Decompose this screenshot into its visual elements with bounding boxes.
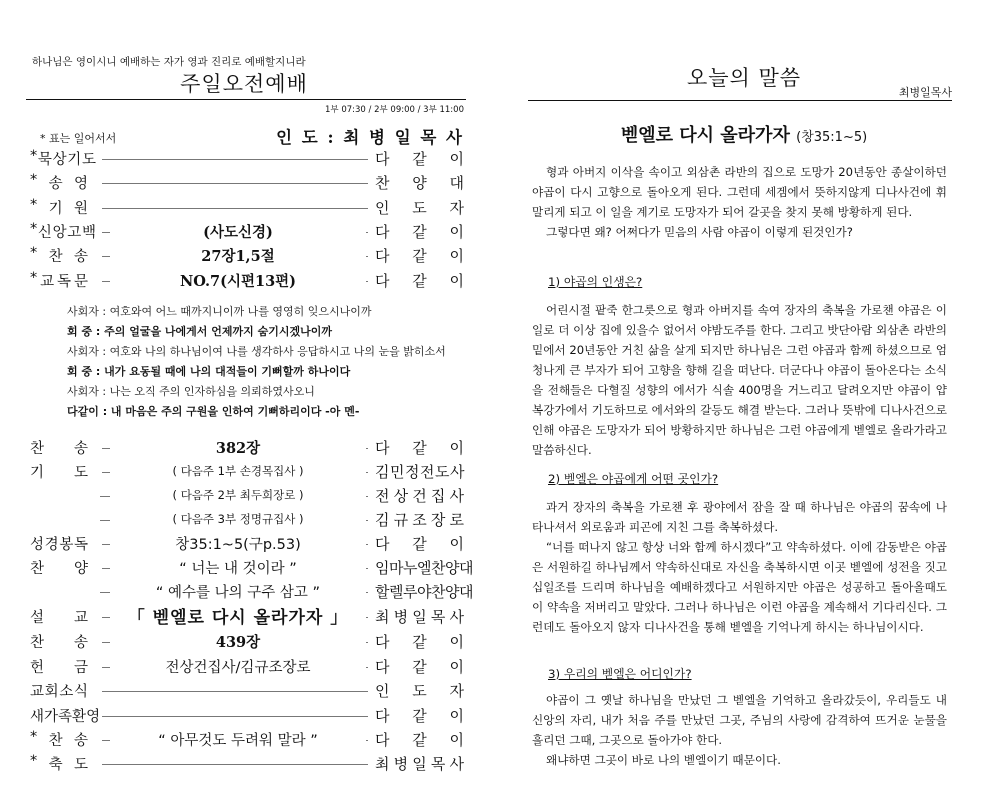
section-paragraph-3 (532, 690, 947, 770)
glyph: * (30, 245, 38, 262)
glyph: 성 (30, 537, 45, 553)
glyph: 루 (403, 583, 417, 601)
glyph: 도 (81, 152, 96, 168)
order-row-detail: 「 벧엘로 다시 올라가자 」 (110, 603, 366, 628)
order-row-person (375, 705, 464, 726)
glyph: 목 (430, 608, 446, 626)
order-row-person (375, 437, 464, 458)
page-title: 주일오전예배 (180, 72, 308, 96)
order-row (30, 705, 464, 727)
glyph: 다 (375, 633, 390, 651)
glyph: 앙 (52, 224, 67, 241)
glyph: 찬 (48, 249, 63, 266)
glyph: 대 (449, 174, 464, 193)
glyph: 최 (375, 755, 390, 773)
glyph: 기 (48, 200, 63, 217)
glyph: 마 (389, 559, 403, 577)
leader-label: 인 도 : 최 병 일 목 사 (276, 128, 464, 147)
order-row-label (30, 606, 88, 627)
leader-dots (102, 716, 368, 717)
glyph: 교 (40, 273, 55, 290)
glyph: 이 (449, 247, 464, 266)
glyph: 찬 (30, 441, 45, 457)
service-times: 1부 07:30 / 2부 09:00 / 3부 11:00 (325, 105, 464, 115)
glyph: 최 (375, 608, 390, 626)
order-row-person (375, 485, 464, 506)
header-verse: 하나님은 영이시니 예배하는 자가 영과 진리로 예배할지니라 (32, 56, 306, 68)
order-row-detail: ( 다음주 1부 손경목집사 ) (110, 463, 366, 479)
order-row-label (30, 197, 88, 218)
glyph: 김 (375, 511, 390, 529)
glyph: 이 (449, 222, 464, 241)
order-row (30, 753, 464, 775)
leader-dots (102, 208, 368, 209)
order-row-detail: NO.7(시편13편) (110, 270, 366, 291)
section-text-2b: “너를 떠나지 않고 항상 너와 함께 하시겠다”고 약속하셨다. 이에 감동받은 야곱은 서원하길 하나님께서 약속하신대로 자신을 축복하시면 이곳 벧엘에 성전을 짓고 십일조를 드리며 하나님을 예배하겠다고 서원하지만 야곱은 성공하고 돌아올때도 이 약속을 저버리고 말았다. 그러나 하나님은 이런 야곱을 계속해서 기다리신다. 그런데도 돌아오지 않자 디나사건을 통해 벧엘을 기억나게 하시는 하나님이시다. (532, 540, 947, 634)
order-row-person (375, 461, 464, 482)
order-row-detail: 전상건집사/김규조장로 (110, 656, 366, 677)
order-row (30, 729, 464, 751)
leader-dots (102, 159, 368, 160)
glyph: 신 (37, 224, 52, 241)
glyph: 찬 (375, 174, 390, 193)
glyph: 규 (393, 511, 409, 529)
glyph: 다 (375, 271, 390, 290)
glyph: 도 (412, 198, 427, 217)
glyph: 이 (449, 731, 464, 749)
glyph: 집 (430, 487, 446, 505)
glyph: 같 (412, 247, 427, 266)
intro-text-1: 형과 아버지 이삭을 속이고 외삼촌 라반의 집으로 도망가 20년동안 종살이하던 야곱이 다시 고향으로 돌아오게 된다. 그런데 세겜에서 뜻하지않게 디나사건에 휘말리게 되고 이 일을 계기로 도망자가 되어 갈곳을 찾지 못해 방황하게 된다. (532, 165, 947, 219)
order-row (30, 533, 464, 555)
order-row (30, 680, 464, 702)
glyph: 고 (67, 224, 82, 241)
glyph: 양 (445, 559, 459, 577)
order-row-person (375, 172, 464, 193)
order-row-person (375, 270, 464, 291)
order-row (30, 557, 473, 579)
glyph: 금 (73, 660, 88, 676)
glyph: 이 (449, 271, 464, 290)
glyph: 병 (393, 755, 409, 773)
responsive-line: 사회자 : 나는 오직 주의 인자하심을 의뢰하였사오니 (67, 385, 315, 398)
section-paragraph-1 (532, 300, 947, 460)
glyph: 새 (30, 709, 45, 725)
order-row-person (375, 753, 464, 774)
sermon-panel-title: 오늘의 말씀 (686, 66, 802, 90)
glyph: 독 (73, 537, 88, 553)
glyph: 인 (375, 198, 390, 217)
glyph: 묵 (37, 152, 52, 168)
order-row (30, 581, 473, 603)
glyph: 정 (405, 463, 419, 481)
order-row-person (375, 509, 464, 530)
glyph: 대 (459, 583, 473, 601)
glyph: 양 (73, 561, 88, 577)
order-row-person (375, 680, 464, 701)
glyph: 송 (73, 249, 88, 266)
section-text-2a: 과거 장자의 축복을 가로챈 후 광야에서 잠을 잘 때 하나님은 야곱의 꿈속에 나타나셔서 외로움과 피곤에 지친 그를 축복하셨다. (532, 500, 947, 534)
glyph: 로 (449, 511, 464, 529)
intro-text-2: 그렇다면 왜? 어쩌다가 믿음의 사람 야곱이 이렇게 된것인가? (546, 225, 853, 239)
section-paragraph-2 (532, 497, 947, 637)
order-row-detail: “ 아무것도 두려워 말라 ” (110, 729, 366, 750)
glyph: 이 (449, 658, 464, 676)
order-row-detail: ( 다음주 3부 정명규집사 ) (110, 511, 366, 527)
order-row-person (375, 581, 473, 602)
order-row-label (30, 729, 88, 750)
glyph: * (30, 220, 38, 237)
glyph: 다 (375, 439, 390, 457)
glyph: 인 (375, 682, 390, 700)
order-row-label (30, 461, 88, 482)
glyph: 백 (81, 224, 96, 241)
glyph: 사 (449, 487, 464, 505)
glyph: 문 (73, 273, 88, 290)
glyph: 찬 (30, 561, 45, 577)
order-row (30, 172, 464, 194)
order-row-label (30, 705, 101, 726)
glyph: 전 (375, 487, 390, 505)
order-row-person (375, 221, 464, 242)
glyph: 일 (412, 608, 427, 626)
glyph: * (30, 729, 38, 745)
order-row-detail: 439장 (110, 631, 366, 652)
glyph: 찬 (431, 583, 445, 601)
order-row-label (30, 656, 88, 677)
glyph: 야 (417, 583, 431, 601)
sermon-panel (496, 0, 992, 805)
glyph: 도 (435, 463, 449, 481)
order-row (30, 245, 464, 267)
glyph: 설 (30, 610, 45, 626)
order-row-person (375, 729, 464, 750)
glyph: 누 (403, 559, 417, 577)
glyph: * (30, 172, 38, 189)
glyph: 사 (450, 463, 464, 481)
order-row-label (30, 631, 88, 652)
order-row-label (30, 148, 96, 169)
order-row-label (30, 172, 88, 193)
glyph: 렐 (389, 583, 403, 601)
glyph: 족 (58, 709, 73, 725)
order-row-label (30, 437, 88, 458)
leader-dots (102, 183, 368, 184)
glyph: 소 (59, 684, 74, 700)
responsive-line: 회 중 : 주의 얼굴을 나에게서 언제까지 숨기시겠나이까 (67, 325, 332, 338)
order-row (30, 221, 464, 243)
glyph: 민 (390, 463, 404, 481)
leader-dots (102, 764, 368, 765)
glyph: 엘 (417, 559, 431, 577)
glyph: 헌 (30, 660, 45, 676)
order-row-detail: ( 다음주 2부 최두희장로 ) (110, 487, 366, 503)
glyph: 다 (375, 535, 390, 553)
intro-paragraph (532, 162, 947, 242)
order-row (30, 148, 464, 170)
responsive-line: 회 중 : 내가 요동될 때에 나의 대적들이 기뻐할까 하나이다 (67, 365, 351, 378)
order-row-person (375, 533, 464, 554)
glyph: 축 (48, 757, 63, 773)
order-row-label (30, 245, 88, 266)
glyph: 봉 (59, 537, 74, 553)
order-row-detail: (사도신경) (110, 221, 366, 242)
order-row (30, 485, 464, 507)
glyph: 영 (86, 709, 101, 725)
order-row (30, 656, 464, 678)
order-row-person (375, 631, 464, 652)
glyph: 사 (449, 608, 464, 626)
glyph: 교 (73, 610, 88, 626)
glyph: 찬 (30, 635, 45, 651)
glyph: 같 (412, 271, 427, 290)
glyph: 송 (73, 441, 88, 457)
glyph: 교 (30, 684, 45, 700)
glyph: 같 (412, 731, 427, 749)
glyph: 다 (375, 731, 390, 749)
glyph: * (30, 753, 38, 769)
glyph: 경 (44, 537, 59, 553)
glyph: 이 (449, 150, 464, 168)
order-row-person (375, 148, 464, 169)
glyph: 할 (375, 583, 389, 601)
order-row (30, 197, 464, 219)
glyph: 같 (412, 658, 427, 676)
glyph: 같 (412, 222, 427, 241)
glyph: 상 (393, 487, 409, 505)
glyph: 회 (44, 684, 59, 700)
glyph: 병 (393, 608, 409, 626)
glyph: 기 (30, 465, 45, 481)
glyph: 다 (375, 247, 390, 266)
glyph: 가 (44, 709, 59, 725)
sermon-title-text: 벧엘로 다시 올라가자 (620, 125, 790, 146)
order-row-person (375, 197, 464, 218)
title-divider (26, 99, 466, 100)
glyph: 같 (412, 707, 427, 725)
section-heading-2: 2) 벧엘은 야곱에게 어떤 곳인가? (548, 472, 719, 486)
glyph: 영 (73, 176, 88, 193)
standing-note: * 표는 일어서서 (40, 132, 117, 145)
sermon-author: 최병일목사 (898, 86, 952, 99)
glyph: 김 (375, 463, 389, 481)
glyph: 사 (449, 755, 464, 773)
glyph: 자 (449, 198, 464, 217)
glyph: 다 (375, 658, 390, 676)
glyph: 목 (430, 755, 446, 773)
order-row (30, 270, 464, 292)
glyph: 다 (375, 222, 390, 241)
glyph: 조 (412, 511, 427, 529)
order-row-detail: 27장1,5절 (110, 245, 366, 266)
glyph: * (30, 148, 38, 164)
glyph: 송 (73, 635, 88, 651)
glyph: 이 (449, 535, 464, 553)
order-row (30, 461, 464, 483)
glyph: 자 (449, 682, 464, 700)
responsive-line: 다같이 : 내 마음은 주의 구원을 인하여 기뻐하리이다 -아 멘- (67, 405, 360, 418)
glyph: 이 (449, 707, 464, 725)
order-row (30, 606, 464, 628)
glyph: 양 (445, 583, 459, 601)
order-row-label (30, 680, 88, 701)
glyph: 일 (412, 755, 427, 773)
order-row-detail: 382장 (110, 437, 366, 458)
leader-dots (102, 691, 368, 692)
sermon-reference: (창35:1~5) (796, 130, 868, 145)
order-row-label (30, 533, 88, 554)
order-row (30, 437, 464, 459)
order-row-detail: 창35:1~5(구p.53) (110, 533, 366, 554)
order-row-person (375, 656, 464, 677)
glyph: 전 (420, 463, 434, 481)
glyph: 같 (412, 633, 427, 651)
glyph: 같 (412, 439, 427, 457)
glyph: 도 (73, 465, 88, 481)
order-row-label (30, 221, 96, 242)
glyph: 양 (412, 174, 427, 193)
order-row-person (375, 245, 464, 266)
glyph: 장 (430, 511, 446, 529)
glyph: 식 (73, 684, 88, 700)
order-row-person (375, 557, 473, 578)
glyph: 찬 (431, 559, 445, 577)
sermon-divider (528, 100, 952, 101)
glyph: 이 (449, 633, 464, 651)
order-row-label (30, 557, 88, 578)
glyph: * (30, 196, 38, 213)
section-text-1: 어린시절 팥죽 한그릇으로 형과 아버지를 속여 장자의 축복을 가로챈 야곱은 이 일로 더 이상 집에 있을수 없어서 야밤도주를 한다. 그리고 밧단아람 외삼촌 라반의 밑에서 20년동안 거친 삶을 살게 되지만 하나님은 그런 야곱과 함께 하셨으므로 엄청나게 큰 부자가 되어 고향을 향해 길을 떠난다. 더군다나 야곱이 돌아온다는 소식을 전해들은 다혈질 성향의 에서가 식솔 400명을 거느리고 달려오지만 야곱이 얍복강가에서 기도하므로 에서와의 갈등도 해결 받는다. 그러나 뜻밖에 디나사건으로 인해 야곱은 도망자가 되어 방황하지만 하나님은 그런 야곱에게 벧엘로 올라가라고 말씀하신다. (532, 303, 947, 457)
order-row-detail: “ 예수를 나의 구주 삼고 ” (110, 581, 366, 602)
section-text-3a: 야곱이 그 옛날 하나님을 만났던 그 벧엘을 기억하고 올라갔듯이, 우리들도 내 신앙의 자리, 내가 처음 주를 만났던 그곳, 주님의 사랑에 감격하여 뜨거운 눈물을 흘리던 그때, 그곳으로 돌아가야 한다. (532, 693, 947, 747)
glyph: 환 (72, 709, 87, 725)
glyph: 원 (73, 200, 88, 217)
glyph: 도 (73, 757, 88, 773)
order-row-label (30, 753, 88, 774)
glyph: 송 (73, 733, 88, 749)
glyph: 임 (375, 559, 389, 577)
glyph: 독 (57, 273, 72, 290)
responsive-line: 사회자 : 여호와 나의 하나님이여 나를 생각하사 응답하시고 나의 눈을 밝히소서 (67, 345, 446, 358)
order-row-detail: “ 너는 내 것이라 ” (110, 557, 366, 578)
order-row-label (30, 270, 88, 291)
responsive-line: 사회자 : 여호와여 어느 때까지니이까 나를 영영히 잊으시나이까 (67, 305, 372, 318)
glyph: 이 (449, 439, 464, 457)
section-heading-3: 3) 우리의 벧엘은 어디인가? (548, 667, 692, 681)
section-text-3b: 왜냐하면 그곳이 바로 나의 벧엘이기 때문이다. (546, 753, 781, 767)
glyph: 도 (412, 682, 427, 700)
glyph: 같 (412, 150, 427, 168)
order-row (30, 631, 464, 653)
glyph: 상 (52, 152, 67, 168)
sermon-title (496, 121, 992, 147)
glyph: 찬 (48, 733, 63, 749)
glyph: * (30, 269, 38, 286)
glyph: 대 (459, 559, 473, 577)
section-heading-1: 1) 야곱의 인생은? (548, 275, 643, 289)
glyph: 다 (375, 150, 390, 168)
glyph: 건 (412, 487, 427, 505)
order-row-person (375, 606, 464, 627)
glyph: 기 (67, 152, 82, 168)
glyph: 같 (412, 535, 427, 553)
glyph: 다 (375, 707, 390, 725)
glyph: 송 (48, 176, 63, 193)
order-row (30, 509, 464, 531)
